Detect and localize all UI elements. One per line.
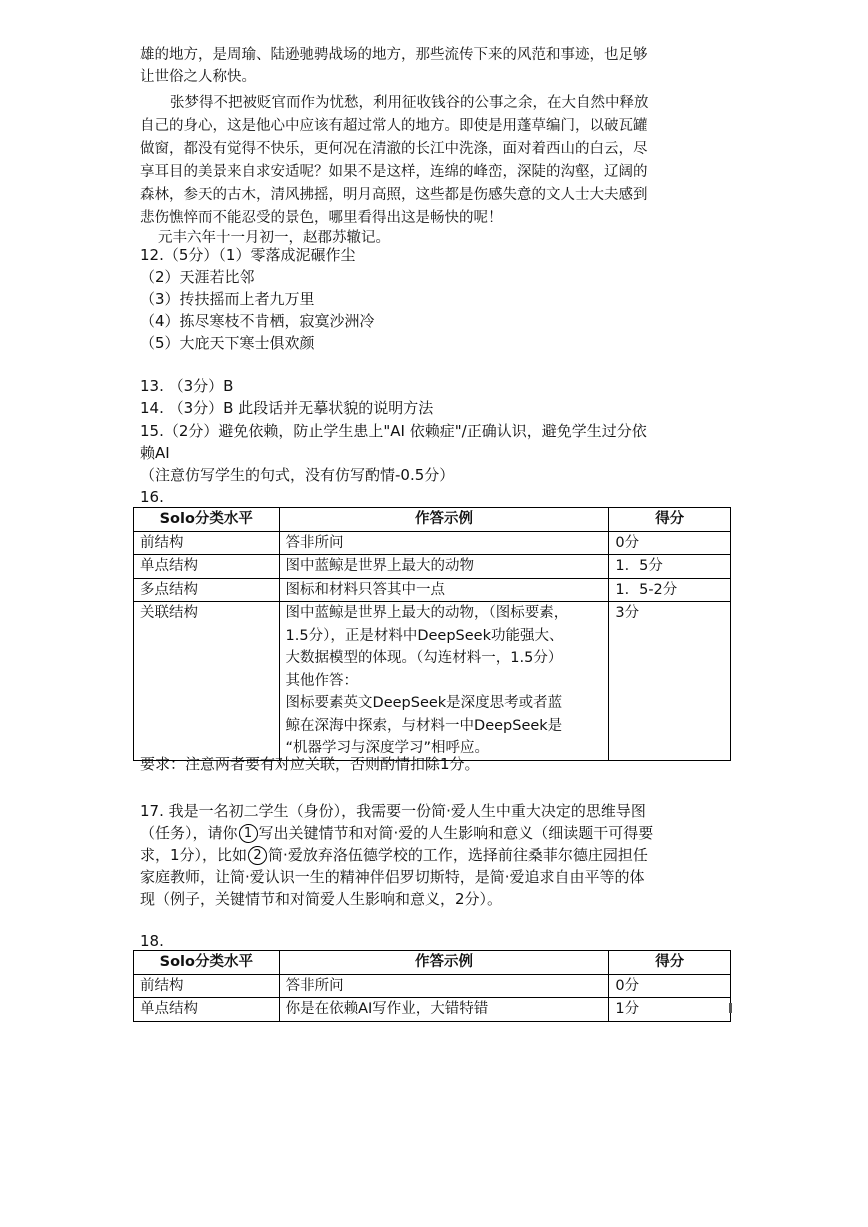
- table-row: [134, 555, 731, 579]
- row-example: 图标和材料只答其中一点: [279, 578, 609, 602]
- passage-line-6: 享耳目的美景来自求安适呢？如果不是这样，连绵的峰峦，深陡的沟壑，辽阔的: [140, 164, 648, 180]
- q17-line-2-rest: 写出关键情节和对简·爱的人生影响和意义（细读题干可得要: [258, 824, 654, 842]
- passage-line-7: 森林，参天的古木，清风拂摇，明月高照，这些都是伤感失意的文人士大夫感到: [140, 187, 648, 203]
- q15-note: （注意仿写学生的句式，没有仿写酌情-0.5分）: [140, 466, 455, 484]
- row-example: 答非所问: [279, 974, 609, 998]
- passage-line-8: 悲伤憔悴而不能忍受的景色，哪里看得出这是畅快的呢！: [140, 210, 503, 226]
- q12-item-5: （5）大庇天下寒士俱欢颜: [140, 334, 315, 352]
- header-example: 作答示例: [279, 951, 609, 975]
- row-score: 1分: [609, 998, 731, 1022]
- q12-item-2: （2）天涯若比邻: [140, 268, 255, 286]
- row-example: 答非所问: [279, 531, 609, 555]
- q13-answer: 13. （3分）B: [140, 377, 234, 395]
- example-line: 图标要素英文DeepSeek是深度思考或者蓝: [285, 695, 563, 711]
- example-line: 图中蓝鲸是世界上最大的动物，（图标要素，: [285, 605, 569, 621]
- circled-number-2: 2: [248, 846, 267, 865]
- row-example-multiline: [279, 602, 609, 761]
- passage-line-1: 雄的地方，是周瑜、陆逊驰骋战场的地方，那些流传下来的风范和事迹，也足够: [140, 47, 648, 63]
- table-header-row: [134, 951, 731, 975]
- row-level: 多点结构: [134, 578, 280, 602]
- row-score: 1．5-2分: [609, 578, 731, 602]
- q17-line-2: [140, 822, 653, 844]
- row-level: 关联结构: [134, 602, 280, 761]
- passage-line-4: 自己的身心，这是他心中应该有超过常人的地方。即使是用蓬草编门，以破瓦罐: [140, 118, 648, 134]
- q17-line-4: 家庭教师，让简·爱认识一生的精神伴侣罗切斯特，是简·爱追求自由平等的体: [140, 868, 645, 886]
- row-score: 1．5分: [609, 555, 731, 579]
- row-score: 0分: [609, 531, 731, 555]
- header-example: 作答示例: [279, 508, 609, 532]
- q17-line-3-start: 求，1分），比如: [140, 846, 248, 864]
- crop-mark: [729, 1003, 732, 1013]
- row-level: 单点结构: [134, 998, 280, 1022]
- example-line: 大数据模型的体现。（勾连材料一，1.5分）: [285, 650, 563, 666]
- q15-answer-line-2: 赖AI: [140, 444, 170, 462]
- q17-line-3-rest: 简·爱放弃洛伍德学校的工作，选择前往桑菲尔德庄园担任: [268, 846, 648, 864]
- header-level: Solo分类水平: [134, 951, 280, 975]
- q16-label: 16.: [140, 488, 164, 506]
- row-level: 单点结构: [134, 555, 280, 579]
- row-level: 前结构: [134, 974, 280, 998]
- table-row: [134, 998, 731, 1022]
- table-row: [134, 602, 731, 761]
- header-score: 得分: [609, 508, 731, 532]
- example-line: 1.5分），正是材料中DeepSeek功能强大、: [285, 627, 564, 644]
- table-row: [134, 578, 731, 602]
- row-level: 前结构: [134, 531, 280, 555]
- passage-line-3: 张梦得不把被贬官而作为忧愁，利用征收钱谷的公事之余，在大自然中释放: [170, 95, 649, 111]
- q18-rubric-table: [133, 950, 731, 1022]
- table-row: [134, 531, 731, 555]
- row-example: 图中蓝鲸是世界上最大的动物: [279, 555, 609, 579]
- passage-line-5: 做窗，都没有觉得不快乐，更何况在清澈的长江中洗涤，面对着西山的白云，尽: [140, 141, 648, 157]
- table-row: [134, 974, 731, 998]
- q17-line-1: 17. 我是一名初二学生（身份），我需要一份简·爱人生中重大决定的思维导图: [140, 802, 646, 820]
- example-line: 鲸在深海中探索，与材料一中DeepSeek是: [285, 717, 563, 734]
- q16-requirement: 要求：注意两者要有对应关联，否则酌情扣除1分。: [140, 755, 480, 773]
- circled-number-1: 1: [239, 824, 258, 843]
- header-level: Solo分类水平: [134, 508, 280, 532]
- passage-line-2: 让世俗之人称快。: [140, 69, 256, 85]
- q15-answer-line-1: 15.（2分）避免依赖，防止学生患上"AI 依赖症"/正确认识，避免学生过分依: [140, 422, 647, 440]
- table-header-row: [134, 508, 731, 532]
- row-score: 0分: [609, 974, 731, 998]
- q17-line-5: 现（例子，关键情节和对简爱人生影响和意义，2分）。: [140, 890, 503, 908]
- q14-answer: 14. （3分）B 此段话并无摹状貌的说明方法: [140, 399, 434, 417]
- q18-label: 18.: [140, 932, 164, 950]
- q17-line-3: [140, 844, 648, 866]
- row-score: 3分: [609, 602, 731, 761]
- q12-item-4: （4）拣尽寒枝不肯栖，寂寞沙洲冷: [140, 312, 375, 330]
- q12-item-3: （3）抟扶摇而上者九万里: [140, 290, 315, 308]
- row-example: 你是在依赖AI写作业，大错特错: [279, 998, 609, 1022]
- q12-head: 12.（5分）（1）零落成泥碾作尘: [140, 246, 356, 264]
- q16-rubric-table: [133, 507, 731, 761]
- example-line: 其他作答：: [285, 672, 359, 689]
- passage-signature: 元丰六年十一月初一，赵郡苏辙记。: [158, 230, 390, 246]
- example-line: “机器学习与深度学习”相呼应。: [285, 740, 490, 756]
- header-score: 得分: [609, 951, 731, 975]
- q17-line-2-start: （任务），请你: [140, 824, 238, 842]
